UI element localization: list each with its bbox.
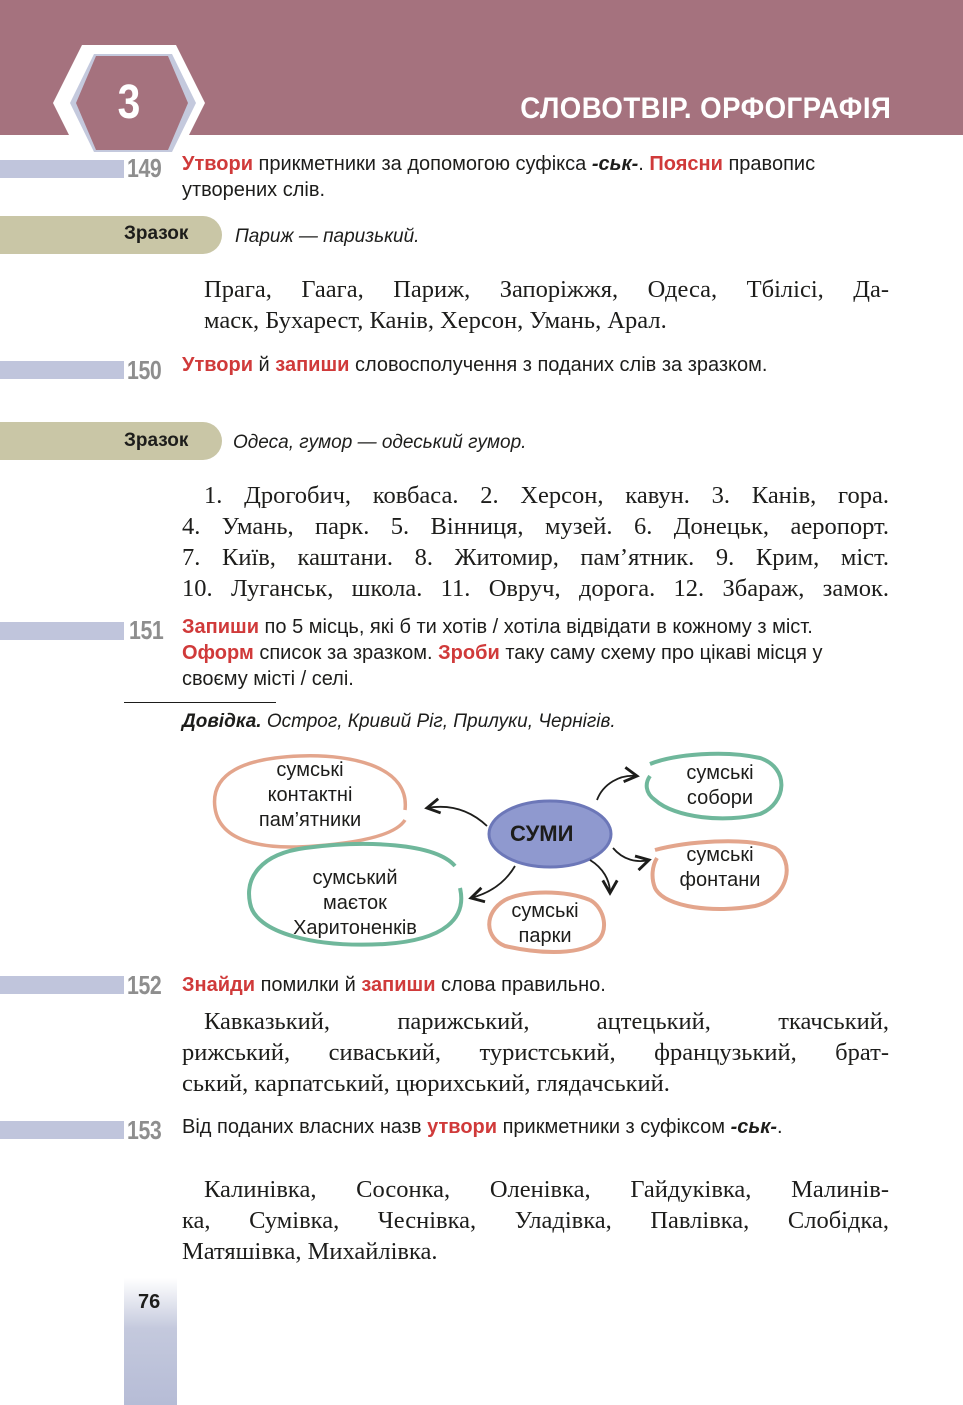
arrow <box>427 807 487 826</box>
task-verb: запиши <box>275 354 350 376</box>
zrazok-label: Зразок <box>124 430 189 451</box>
arrow <box>590 860 610 893</box>
text-line: рижський, сиваський, туристський, французький, брат- <box>182 1039 889 1066</box>
arrow <box>471 866 515 898</box>
arrow <box>613 848 649 861</box>
zrazok-tab <box>0 422 222 460</box>
text-line: Прага, Гаага, Париж, Запоріжжя, Одеса, Тбілісі, Да- <box>204 276 889 303</box>
node-label: сумські собори <box>686 762 754 809</box>
exercise-number-153: 153 <box>127 1115 162 1145</box>
text-line: 1. Дрогобич, ковбаса. 2. Херсон, кавун. 3. Канів, гора. <box>204 482 889 509</box>
exercise-152-words <box>182 1006 889 1099</box>
task-verb: утвори <box>427 1116 498 1138</box>
chapter-title: СЛОВОТВІР. ОРФОГРАФІЯ <box>519 92 891 125</box>
node-label: сумський маєток Харитоненків <box>293 867 417 939</box>
node-label: сумські контактні пам’ятники <box>258 759 362 831</box>
exercise-152-task: Знайди помилки й запиши слова правильно. <box>182 974 606 996</box>
task-verb: Знайди <box>182 974 256 996</box>
exercise-151-task: Запиши по 5 місць, які б ти хотів / хотіла відвідати в кожному з міст. Оформ список за зразком. Зроби таку саму схему про цікаві місця у своєму місті / селі. <box>182 616 823 690</box>
exercise-150-task: Утвори й запиши словосполучення з поданих слів за зразком. <box>182 354 768 376</box>
exercise-number-152: 152 <box>127 970 162 1000</box>
exercise-number-150: 150 <box>127 355 162 385</box>
node-label: сумські парки <box>511 900 579 947</box>
chapter-badge <box>50 42 208 164</box>
chapter-number: 3 <box>117 76 141 129</box>
task-verb: Утвори <box>182 153 253 175</box>
zrazok-label: Зразок <box>124 223 189 244</box>
text-line: 10. Луганськ, школа. 11. Овруч, дорога. 12. Збараж, замок. <box>182 575 889 602</box>
page-number: 76 <box>138 1291 161 1313</box>
exercise-bar <box>0 160 124 178</box>
reference-divider <box>124 702 276 703</box>
zrazok-example: Париж — паризький. <box>235 226 420 247</box>
exercise-149-words <box>204 274 889 336</box>
text-line: Кавказький, парижський, ацтецький, ткачський, <box>204 1008 889 1035</box>
reference-label: Довідка. <box>182 711 262 732</box>
exercise-number-149: 149 <box>127 153 162 183</box>
text-line: Матяшівка, Михайлівка. <box>182 1238 438 1265</box>
arrow <box>597 776 637 800</box>
exercise-150-words <box>182 480 889 604</box>
node-label: сумські фонтани <box>679 844 761 891</box>
text-line: 7. Київ, каштани. 8. Житомир, пам’ятник. 9. Крим, міст. <box>182 544 889 571</box>
cities-diagram <box>205 748 805 963</box>
exercise-153-task: Від поданих власних назв утвори прикметники з суфіксом -ськ-. <box>182 1116 783 1138</box>
exercise-bar <box>0 1121 124 1139</box>
task-verb: Утвори <box>182 354 253 376</box>
text-line: 4. Умань, парк. 5. Вінниця, музей. 6. Донецьк, аеропорт. <box>182 513 889 540</box>
task-verb: запиши <box>361 974 436 996</box>
reference-note: Довідка. Острог, Кривий Ріг, Прилуки, Чернігів. <box>182 711 616 732</box>
suffix: -ськ- <box>730 1116 778 1138</box>
exercise-number-151: 151 <box>129 615 164 645</box>
exercise-bar <box>0 361 124 379</box>
text-line: ка, Сумівка, Чеснівка, Уладівка, Павлівка, Слобідка, <box>182 1207 889 1234</box>
exercise-bar <box>0 622 124 640</box>
text-line: маск, Бухарест, Канів, Херсон, Умань, Арал. <box>204 307 667 334</box>
zrazok-example: Одеса, гумор — одеський гумор. <box>233 432 527 453</box>
exercise-153-words <box>182 1174 889 1267</box>
task-verb: Запиши <box>182 616 259 638</box>
text-line: Калинівка, Сосонка, Оленівка, Гайдуківка, Малинів- <box>204 1176 889 1203</box>
exercise-bar <box>0 976 124 994</box>
text-line: ський, карпатський, цюрихський, глядачський. <box>182 1070 670 1097</box>
center-node-label: СУМИ <box>510 821 574 846</box>
task-verb: Оформ <box>182 642 254 664</box>
task-verb: Зроби <box>438 642 500 664</box>
zrazok-tab <box>0 216 222 254</box>
exercise-149-task: Утвори прикметники за допомогою суфікса -ськ-. Поясни правопис утворених слів. <box>182 153 816 201</box>
suffix: -ськ- <box>591 153 639 175</box>
task-verb: Поясни <box>649 153 723 175</box>
